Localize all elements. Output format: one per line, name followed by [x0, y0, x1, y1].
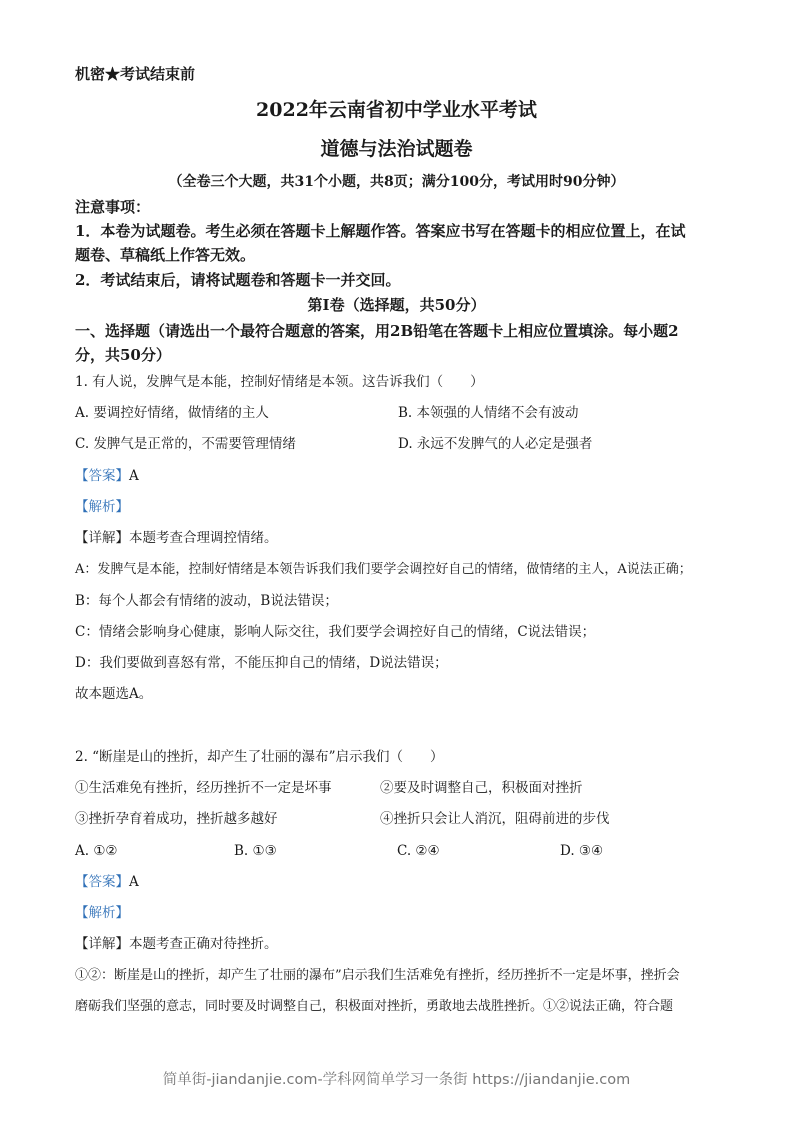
q2-detail: 【详解】本题考查正确对待挫折。: [75, 936, 278, 952]
q1-option-b: B. 本领强的人情绪不会有波动: [398, 405, 579, 421]
q2-option-b: B. ①③: [234, 843, 277, 859]
answer-tag: 【答案】: [75, 874, 129, 890]
subject-title: 道德与法治试题卷: [320, 138, 473, 160]
q1-option-c: C. 发脾气是正常的，不需要管理情绪: [75, 436, 296, 452]
q2-statement-2: ②要及时调整自己，积极面对挫折: [380, 780, 583, 796]
footer-watermark: 简单街-jiandanjie.com-学科网简单学习一条街 https://jiandanjie.com: [162, 1072, 631, 1088]
q1-explain-a: A：发脾气是本能，控制好情绪是本领告诉我们我们要学会调控好自己的情绪，做情绪的主人，A说法正确；: [75, 562, 692, 577]
q1-stem: 1. 有人说，发脾气是本能，控制好情绪是本领。这告诉我们（ ）: [75, 374, 484, 390]
notice-heading: 注意事项：: [75, 198, 151, 216]
q1-explain-b: B：每个人都会有情绪的波动，B说法错误；: [75, 593, 338, 609]
answer-value: A: [129, 468, 139, 484]
q2-analysis-tag: 【解析】: [75, 905, 129, 921]
exam-title: 2022年云南省初中学业水平考试: [256, 99, 537, 121]
section-instruction-b: 分，共50分）: [75, 346, 171, 364]
notice-item-1b: 题卷、草稿纸上作答无效。: [75, 246, 256, 264]
notice-item-1a: 1．本卷为试题卷。考生必须在答题卡上解题作答。答案应书写在答题卡的相应位置上，在试: [75, 222, 686, 240]
q1-explain-c: C：情绪会影响身心健康，影响人际交往，我们要学会调控好自己的情绪，C说法错误；: [75, 624, 596, 640]
section-instruction-a: 一、选择题（请选出一个最符合题意的答案，用2B铅笔在答题卡上相应位置填涂。每小题2: [75, 322, 679, 340]
q2-statement-4: ④挫折只会让人消沉，阻碍前进的步伐: [380, 811, 610, 827]
q2-option-d: D. ③④: [560, 843, 604, 859]
secret-label: 机密★考试结束前: [75, 65, 196, 83]
q1-conclusion: 故本题选A。: [75, 686, 153, 702]
q1-option-d: D. 永远不发脾气的人必定是强者: [398, 436, 593, 452]
q2-statement-1: ①生活难免有挫折，经历挫折不一定是坏事: [75, 780, 332, 796]
q2-option-c: C. ②④: [397, 843, 440, 859]
q2-statement-3: ③挫折孕育着成功，挫折越多越好: [75, 811, 278, 827]
q2-explain-2: 磨砺我们坚强的意志，同时要及时调整自己，积极面对挫折，勇敢地去战胜挫折。①②说法正确，符合题: [75, 999, 674, 1014]
q2-option-a: A. ①②: [75, 843, 118, 859]
exam-subtitle: （全卷三个大题，共31个小题，共8页；满分100分，考试用时90分钟）: [168, 174, 625, 190]
q2-explain-1: ①②：断崖是山的挫折，却产生了壮丽的瀑布”启示我们生活难免有挫折，经历挫折不一定是坏事，挫折会: [75, 968, 680, 983]
part1-title: 第I卷（选择题，共50分）: [307, 296, 486, 314]
answer-value: A: [129, 874, 139, 890]
q1-option-a: A. 要调控好情绪，做情绪的主人: [75, 405, 269, 421]
answer-tag: 【答案】: [75, 468, 129, 484]
notice-item-2: 2．考试结束后，请将试题卷和答题卡一并交回。: [75, 271, 401, 289]
q1-detail: 【详解】本题考查合理调控情绪。: [75, 530, 278, 546]
q2-answer: [75, 872, 139, 892]
q1-explain-d: D：我们要做到喜怒有常，不能压抑自己的情绪，D说法错误；: [75, 655, 448, 671]
q1-analysis-tag: 【解析】: [75, 499, 129, 515]
q1-answer: [75, 466, 139, 486]
q2-stem: 2. “断崖是山的挫折，却产生了壮丽的瀑布”启示我们（ ）: [75, 749, 444, 765]
